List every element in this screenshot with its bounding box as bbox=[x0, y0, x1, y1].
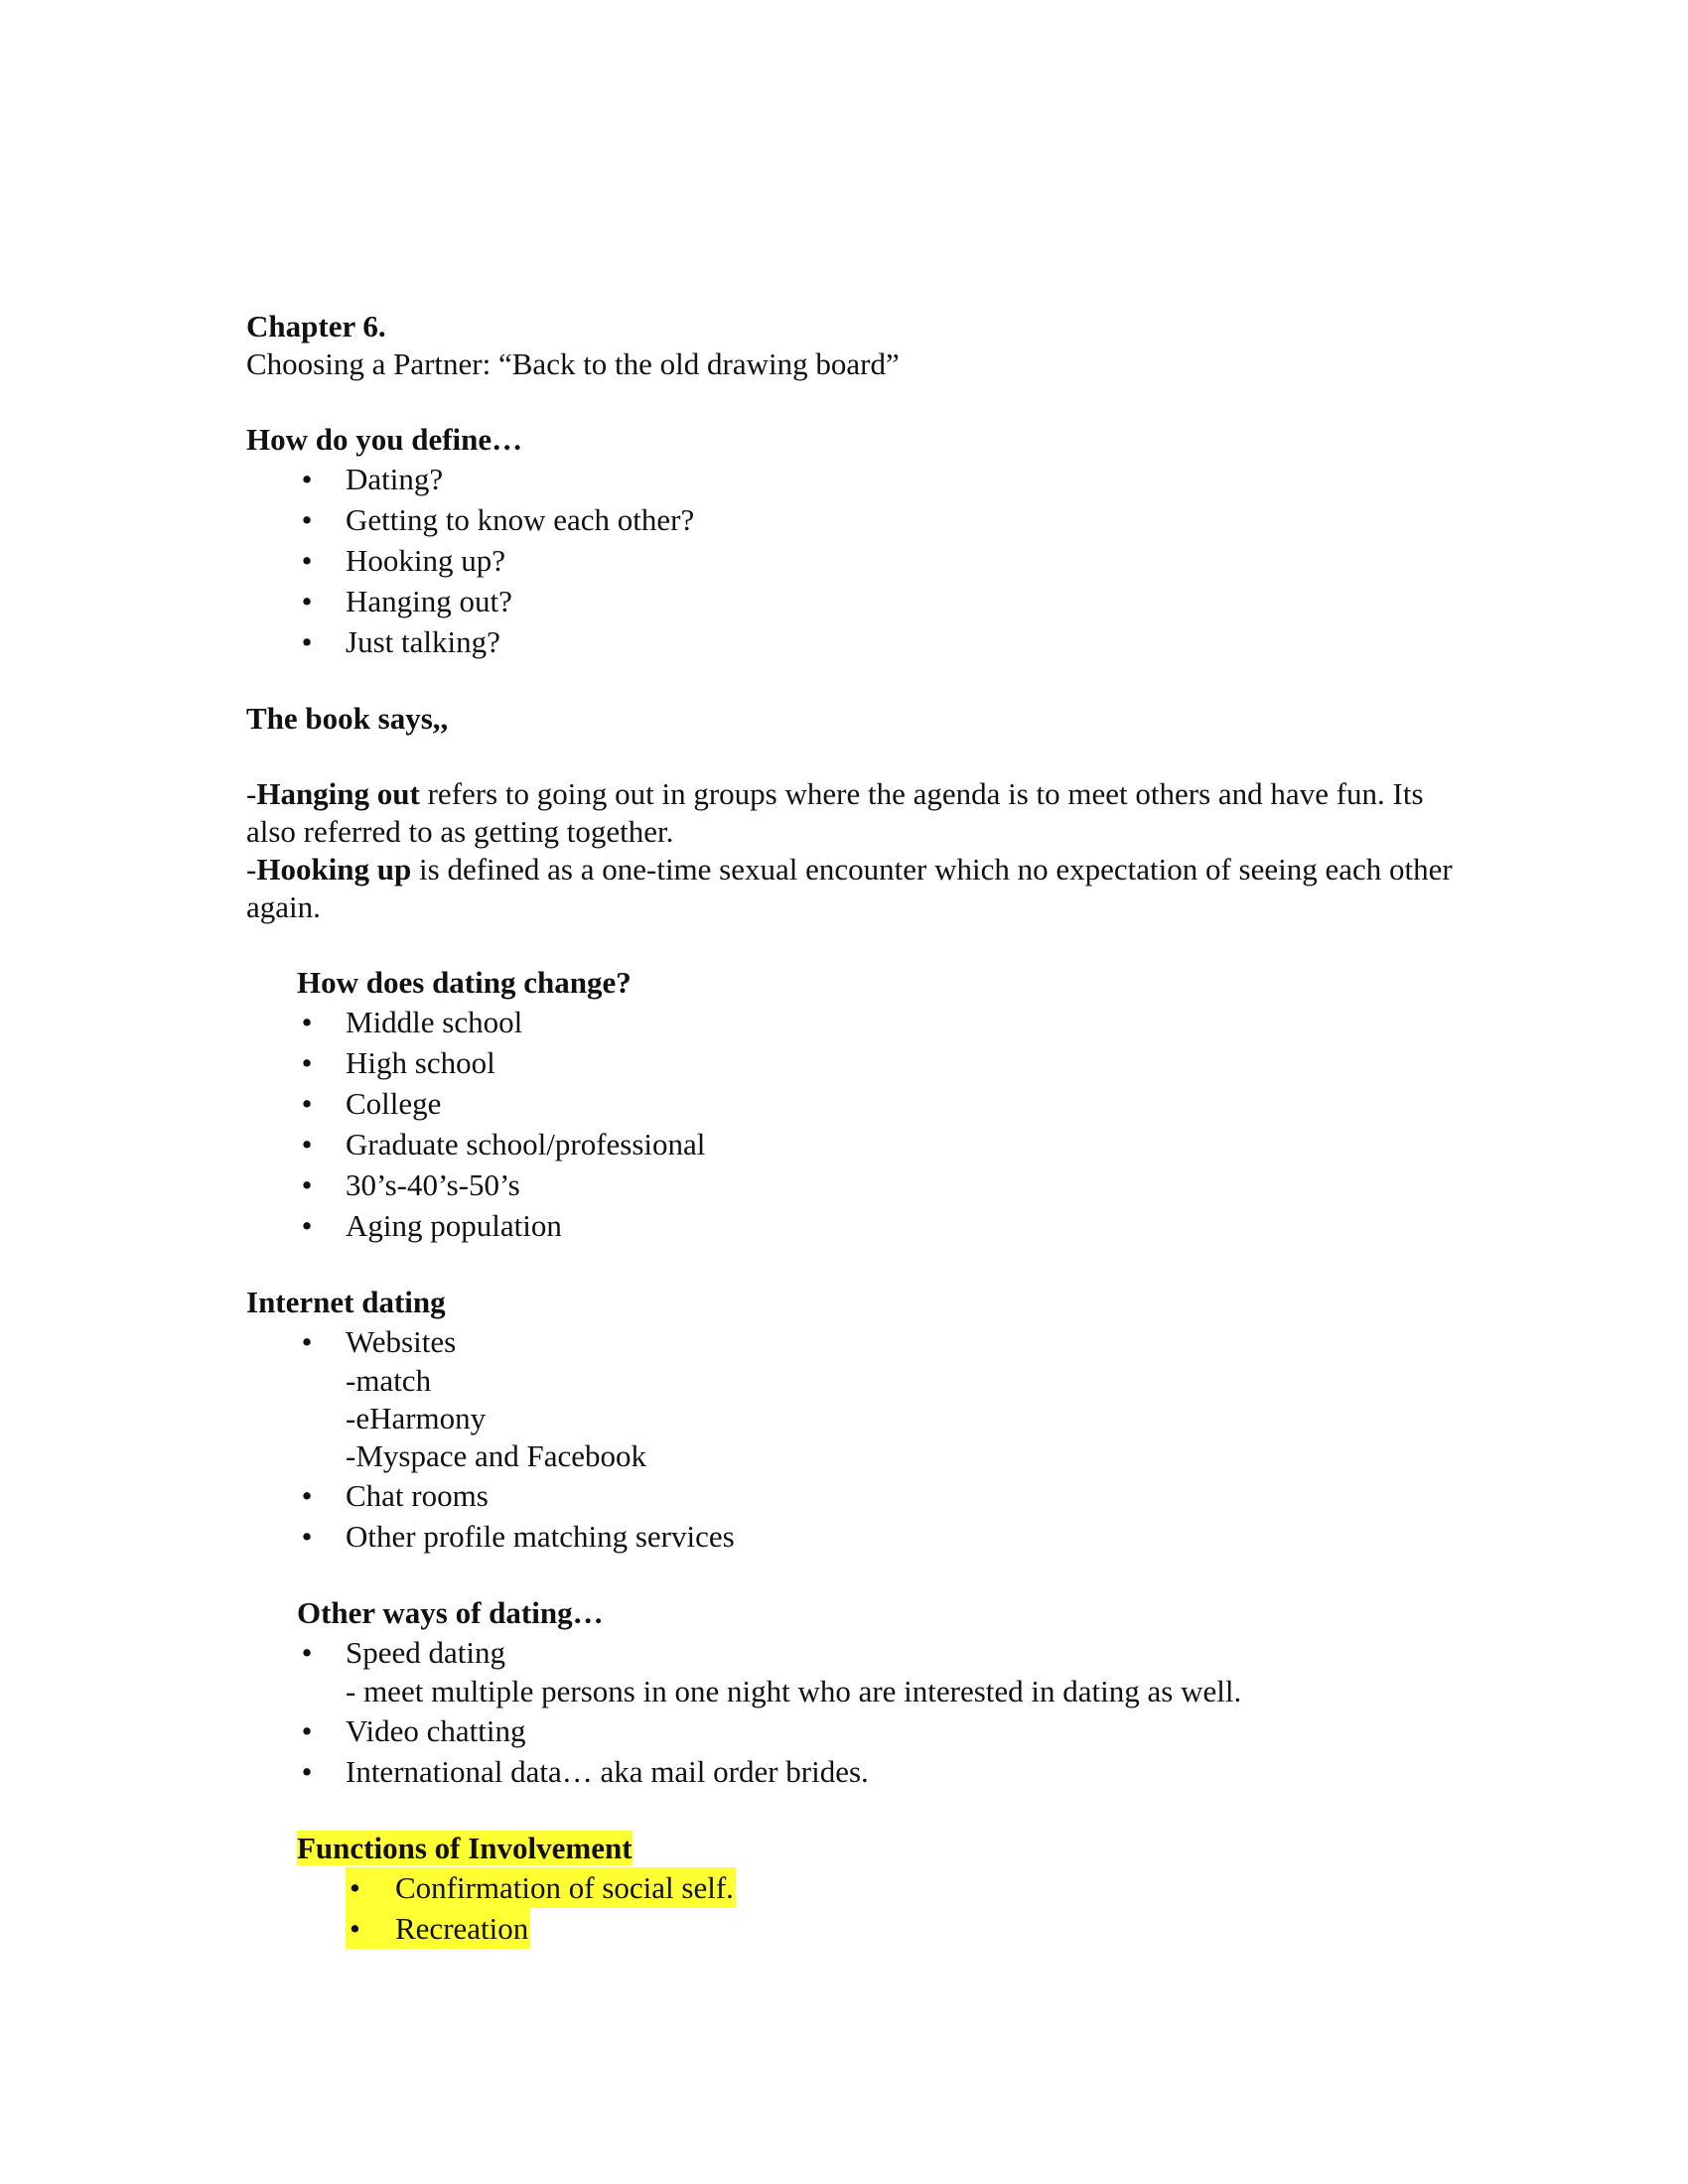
bullet-icon: • bbox=[301, 1324, 313, 1359]
spacer bbox=[246, 662, 1468, 700]
chapter-heading: Chapter 6. bbox=[246, 309, 386, 343]
website-entry: -match bbox=[346, 1363, 432, 1398]
hanging-out-paragraph: -Hanging out refers to going out in groups where the agenda is to meet others and have fun. Its also referred to as getting together. bbox=[246, 776, 1424, 849]
bullet-icon: • bbox=[301, 584, 313, 618]
list-item: • Hanging out? bbox=[246, 581, 1468, 621]
internet-list-more bbox=[246, 1475, 1468, 1557]
bullet-icon: • bbox=[301, 1478, 313, 1513]
bullet-icon: • bbox=[301, 1005, 313, 1039]
other-ways-heading: Other ways of dating… bbox=[297, 1595, 604, 1630]
bullet-icon: • bbox=[301, 1086, 313, 1121]
define-heading: How do you define… bbox=[246, 422, 523, 457]
list-item: • Other profile matching services bbox=[246, 1516, 1468, 1557]
list-item: • Middle school bbox=[246, 1002, 1468, 1042]
bullet-icon: • bbox=[301, 462, 313, 496]
other-ways-list bbox=[246, 1632, 1468, 1673]
change-list bbox=[246, 1002, 1468, 1246]
bullet-icon: • bbox=[301, 1045, 313, 1080]
list-item: • Websites bbox=[246, 1321, 1468, 1362]
hooking-up-term: Hooking up bbox=[256, 852, 412, 887]
chapter-subtitle: Choosing a Partner: “Back to the old drawing board” bbox=[246, 346, 900, 381]
spacer bbox=[246, 1557, 1468, 1594]
spacer bbox=[246, 1792, 1468, 1830]
hooking-up-paragraph: -Hooking up is defined as a one-time sexual encounter which no expectation of seeing each other again. bbox=[246, 852, 1453, 924]
list-item: • Speed dating bbox=[246, 1632, 1468, 1673]
bullet-icon: • bbox=[301, 1713, 313, 1748]
bullet-icon: • bbox=[350, 1911, 360, 1946]
list-item: • College bbox=[246, 1083, 1468, 1124]
spacer bbox=[246, 1246, 1468, 1284]
book-heading: The book says,, bbox=[246, 701, 449, 736]
list-item: • Hooking up? bbox=[246, 540, 1468, 581]
spacer bbox=[246, 926, 1468, 964]
bullet-icon: • bbox=[301, 1754, 313, 1789]
spacer bbox=[246, 383, 1468, 421]
internet-heading: Internet dating bbox=[246, 1285, 446, 1319]
functions-heading-row bbox=[246, 1830, 1468, 1867]
list-item: • High school bbox=[246, 1042, 1468, 1083]
bullet-icon: • bbox=[301, 1167, 313, 1202]
bullet-icon: • bbox=[301, 624, 313, 659]
list-item: • International data… aka mail order brides. bbox=[246, 1751, 1468, 1792]
spacer bbox=[246, 738, 1468, 775]
bullet-icon: • bbox=[301, 1519, 313, 1554]
list-item: • Getting to know each other? bbox=[246, 499, 1468, 540]
other-ways-list-more bbox=[246, 1710, 1468, 1792]
internet-list bbox=[246, 1321, 1468, 1362]
speed-dating-note: - meet multiple persons in one night who are interested in dating as well. bbox=[346, 1674, 1242, 1708]
list-item: • Chat rooms bbox=[246, 1475, 1468, 1516]
list-item: • Aging population bbox=[246, 1205, 1468, 1246]
bullet-icon: • bbox=[301, 1635, 313, 1670]
list-item: • Dating? bbox=[246, 459, 1468, 499]
highlighted-list-item: • Recreation bbox=[346, 1908, 1468, 1949]
highlighted-list-item: • Confirmation of social self. bbox=[346, 1867, 1468, 1908]
list-item: • Video chatting bbox=[246, 1710, 1468, 1751]
hanging-out-term: Hanging out bbox=[256, 776, 420, 811]
bullet-icon: • bbox=[301, 1208, 313, 1243]
bullet-icon: • bbox=[350, 1870, 360, 1905]
website-entry: -Myspace and Facebook bbox=[346, 1438, 647, 1473]
change-heading: How does dating change? bbox=[297, 965, 632, 1000]
bullet-icon: • bbox=[301, 1127, 313, 1161]
list-item: • Graduate school/professional bbox=[246, 1124, 1468, 1164]
list-item: • 30’s-40’s-50’s bbox=[246, 1164, 1468, 1205]
functions-heading: Functions of Involvement bbox=[297, 1831, 633, 1865]
define-list bbox=[246, 459, 1468, 662]
bullet-icon: • bbox=[301, 502, 313, 537]
document-page bbox=[246, 308, 1468, 1949]
bullet-icon: • bbox=[301, 543, 313, 578]
list-item: • Just talking? bbox=[246, 621, 1468, 662]
website-entry: -eHarmony bbox=[346, 1401, 487, 1435]
